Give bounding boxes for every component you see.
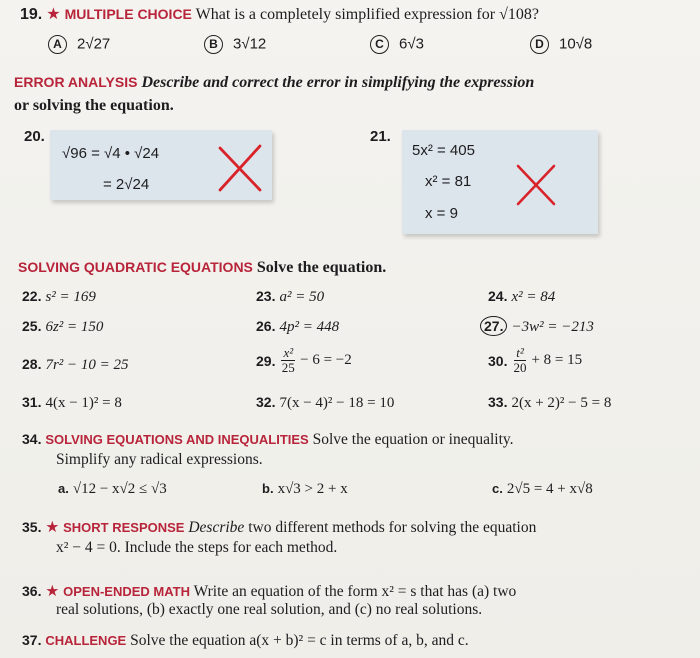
q19-option-b[interactable]: [204, 35, 266, 54]
q21-number: 21.: [370, 128, 391, 145]
exercise-number: 28.: [22, 356, 42, 372]
exercise-equation: −3w² = −213: [511, 319, 594, 335]
q20-cross-icon: [212, 140, 268, 196]
q35-text1b: two different methods for solving the equation: [248, 519, 537, 536]
exercise-22: [22, 288, 96, 306]
solving-text: Solve the equation.: [256, 259, 387, 276]
option-b-circle: B: [204, 35, 223, 54]
option-d-text: 10√8: [559, 35, 593, 53]
exercise-number: 23.: [256, 288, 276, 304]
q36-label: OPEN-ENDED MATH: [63, 584, 190, 599]
q37-label: CHALLENGE: [45, 633, 127, 648]
exercise-32: [256, 394, 394, 412]
part-letter: a.: [58, 481, 69, 496]
q34-part-b: [262, 480, 348, 498]
fraction-numerator: t²: [516, 345, 524, 360]
exercise-number-circled: 27.: [480, 316, 507, 336]
exercise-equation-rest: + 8 = 15: [531, 352, 583, 368]
q34-part-c: [492, 480, 593, 498]
exercise-number: 25.: [22, 318, 42, 334]
q20-number: 20.: [24, 128, 45, 145]
exercise-number: 31.: [22, 394, 42, 410]
star-icon: ★: [45, 519, 60, 536]
option-c-circle: C: [370, 35, 389, 54]
q34-label: SOLVING EQUATIONS AND INEQUALITIES: [45, 432, 309, 447]
exercise-29: [256, 346, 352, 375]
q19-option-a[interactable]: [48, 35, 110, 54]
q36-text1: Write an equation of the form x² = s that has (a) two: [193, 583, 517, 600]
exercise-31: [22, 394, 122, 412]
exercise-equation: 4p² = 448: [279, 319, 340, 335]
q19-label: MULTIPLE CHOICE: [64, 6, 192, 22]
solving-label: SOLVING QUADRATIC EQUATIONS: [18, 259, 253, 275]
option-c-text: 6√3: [399, 35, 424, 53]
q36-heading: [22, 582, 516, 601]
q21-line1: 5x² = 405: [412, 142, 475, 159]
exercise-number: 26.: [256, 318, 276, 334]
error-analysis-text1: Describe and correct the error in simplifying the expression: [141, 74, 535, 91]
exercise-equation: s² = 169: [45, 289, 96, 305]
q35-number: 35.: [22, 519, 42, 535]
error-analysis-text2: or solving the equation.: [14, 97, 174, 114]
fraction-numerator: x²: [283, 345, 294, 360]
star-icon: ★: [45, 583, 60, 600]
q19-option-d[interactable]: [530, 35, 592, 54]
exercise-25: [22, 318, 103, 336]
part-letter: c.: [492, 481, 503, 496]
q36-number: 36.: [22, 583, 42, 599]
fraction: [513, 346, 526, 375]
exercise-24: [488, 288, 555, 306]
exercise-30: [488, 346, 582, 375]
exercise-27: [480, 316, 594, 336]
error-analysis-heading: [14, 74, 534, 92]
exercise-26: [256, 318, 339, 336]
exercise-number: 32.: [256, 394, 276, 410]
star-icon: ★: [46, 6, 61, 23]
exercise-equation: x² = 84: [511, 289, 556, 305]
exercise-equation: 2(x + 2)² − 5 = 8: [511, 395, 612, 411]
part-equation: 2√5 = 4 + x√8: [506, 481, 593, 497]
exercise-equation: 7r² − 10 = 25: [45, 357, 129, 373]
q21-line3: x = 9: [425, 205, 458, 222]
exercise-number: 33.: [488, 394, 508, 410]
q35-heading: [22, 518, 536, 537]
exercise-number: 22.: [22, 288, 42, 304]
exercise-equation: 6z² = 150: [45, 319, 104, 335]
exercise-number: 24.: [488, 288, 508, 304]
exercise-equation: 4(x − 1)² = 8: [45, 395, 122, 411]
q34-heading: [22, 431, 514, 449]
exercise-equation-rest: − 6 = −2: [300, 352, 352, 368]
option-a-text: 2√27: [77, 35, 111, 53]
error-analysis-label: ERROR ANALYSIS: [14, 74, 138, 90]
option-b-text: 3√12: [233, 35, 267, 53]
q37-number: 37.: [22, 632, 42, 648]
q37-heading: [22, 632, 469, 650]
q19-number: 19.: [20, 6, 43, 23]
q35-text2: x² − 4 = 0. Include the steps for each method.: [56, 539, 338, 556]
q21-cross-icon: [510, 160, 560, 210]
q37-text: Solve the equation a(x + b)² = c in terms of a, b, and c.: [130, 632, 469, 649]
q19-option-c[interactable]: [370, 35, 424, 54]
part-letter: b.: [262, 481, 274, 496]
exercise-equation: 7(x − 4)² − 18 = 10: [279, 395, 395, 411]
solving-heading: [18, 259, 386, 277]
q21-line2: x² = 81: [425, 173, 472, 190]
q35-label: SHORT RESPONSE: [63, 520, 185, 535]
q34-part-a: [58, 480, 167, 498]
fraction-denominator: 20: [513, 360, 527, 375]
q19-text: What is a completely simplified expression for √108?: [195, 6, 539, 23]
exercise-28: [22, 356, 129, 374]
exercise-33: [488, 394, 611, 412]
q19-question: [20, 4, 539, 24]
part-equation: √12 − x√2 ≤ √3: [72, 481, 167, 497]
exercise-23: [256, 288, 324, 306]
q34-text2: Simplify any radical expressions.: [56, 451, 263, 468]
part-equation: x√3 > 2 + x: [277, 481, 348, 497]
q20-line1: √96 = √4 • √24: [62, 145, 160, 162]
q20-line2: = 2√24: [103, 176, 150, 193]
q36-text2: real solutions, (b) exactly one real solution, and (c) no real solutions.: [56, 601, 483, 618]
q34-text1: Solve the equation or inequality.: [312, 431, 514, 448]
fraction: [281, 346, 295, 375]
option-a-circle: A: [48, 35, 67, 54]
q34-number: 34.: [22, 431, 42, 447]
exercise-number: 29.: [256, 352, 276, 369]
q35-text1a: Describe: [188, 519, 245, 536]
option-d-circle: D: [530, 35, 549, 54]
fraction-denominator: 25: [281, 360, 295, 375]
exercise-number: 30.: [488, 352, 508, 369]
exercise-equation: a² = 50: [279, 289, 325, 305]
